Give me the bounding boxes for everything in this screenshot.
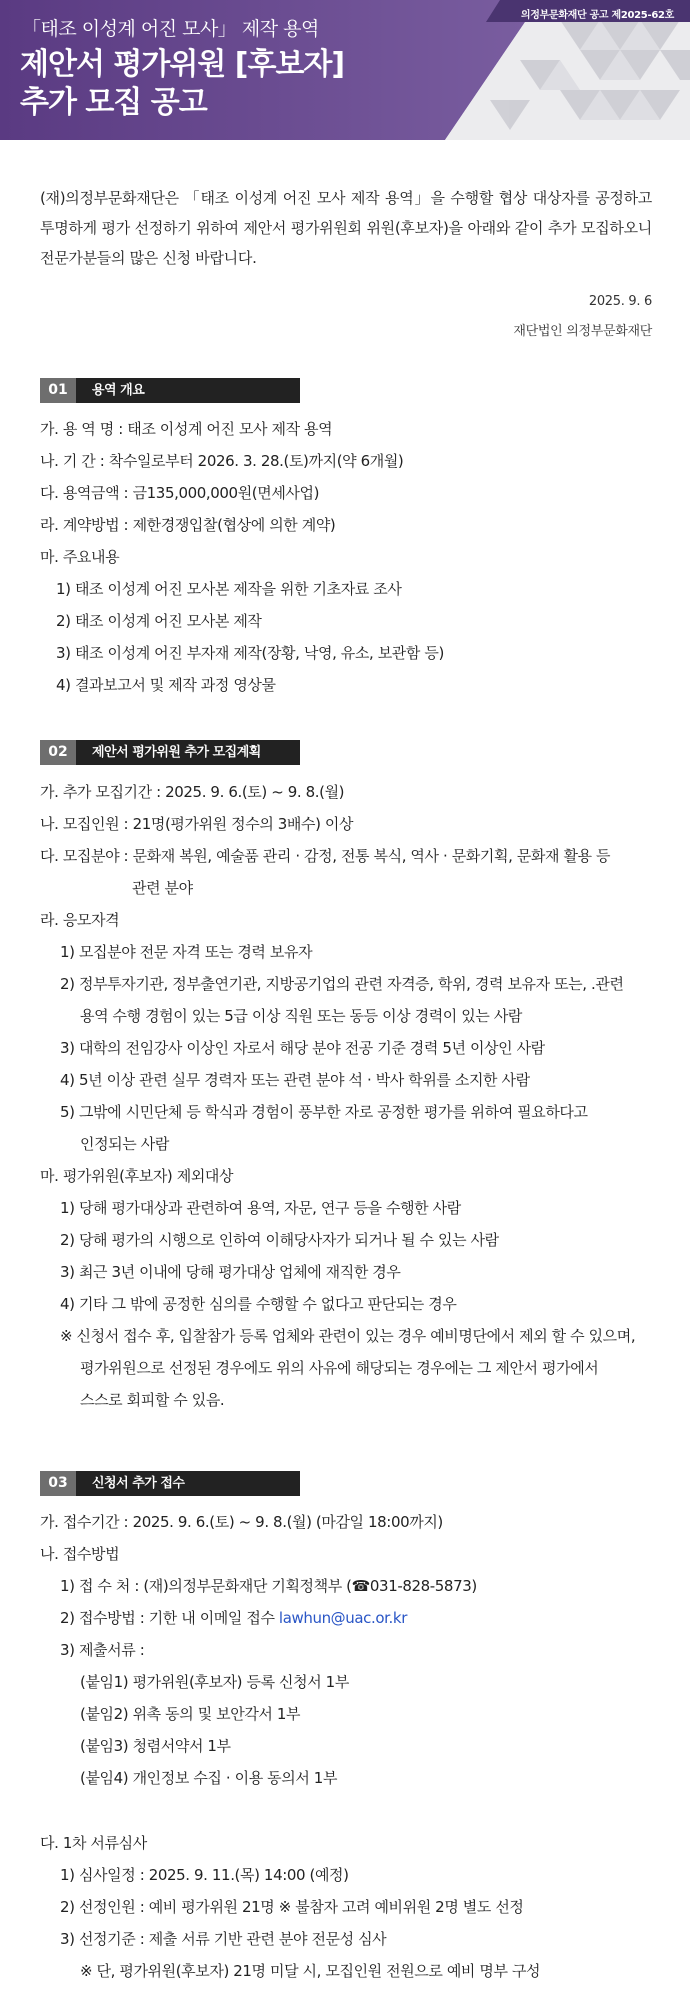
exclusion-item: 4) 기타 그 밖에 공정한 심의를 수행할 수 없다고 판단되는 경우 [60,1295,457,1313]
plan-line: 나. 모집인원 : 21명(평가위원 정수의 3배수) 이상 [40,815,354,833]
qualification-item-continued: 용역 수행 경험이 있는 5급 이상 직원 또는 동등 이상 경력이 있는 사람 [80,1007,522,1025]
screening-item: 3) 선정기준 : 제출 서류 기반 관련 분야 전문성 심사 [60,1930,387,1948]
overview-line: 가. 용 역 명 : 태조 이성계 어진 모사 제작 용역 [40,420,333,438]
document-item: (붙임1) 평가위원(후보자) 등록 신청서 1부 [80,1673,349,1691]
exclusion-item: 2) 당해 평가의 시행으로 인하여 이해당사자가 되거나 될 수 있는 사람 [60,1231,499,1249]
section-number: 02 [40,740,76,765]
exclusion-note-continued: 평가위원으로 선정된 경우에도 위의 사유에 해당되는 경우에는 그 제안서 평가에서 [80,1359,599,1377]
plan-line: 마. 평가위원(후보자) 제외대상 [40,1167,234,1185]
section-02-header [40,740,300,765]
section-number: 03 [40,1471,76,1496]
email-link[interactable]: lawhun@uac.or.kr [278,1609,407,1627]
exclusion-item: 3) 최근 3년 이내에 당해 평가대상 업체에 재직한 경우 [60,1263,401,1281]
overview-line: 다. 용역금액 : 금135,000,000원(면세사업) [40,484,320,502]
document-item: (붙임2) 위촉 동의 및 보안각서 1부 [80,1705,301,1723]
screening-note: ※ 단, 평가위원(후보자) 21명 미달 시, 모집인원 전원으로 예비 명부 구성 [80,1962,541,1980]
overview-subitem: 1) 태조 이성계 어진 모사본 제작을 위한 기초자료 조사 [56,580,402,598]
document-item: (붙임4) 개인정보 수집 · 이용 동의서 1부 [80,1769,338,1787]
header-banner [0,0,690,140]
qualification-item: 4) 5년 이상 관련 실무 경력자 또는 관련 분야 석 · 박사 학위를 소지한 사람 [60,1071,530,1089]
intro-paragraph: (재)의정부문화재단은 「태조 이성계 어진 모사 제작 용역」을 수행할 협상 대상자를 공정하고 투명하게 평가 선정하기 위하여 제안서 평가위원회 위원(후보자)을 아래와 같이 추가 모집하오니 전문가분들의 많은 신청 바랍니다. [40,189,652,267]
date-block [513,287,652,347]
overview-line: 마. 주요내용 [40,548,120,566]
overview-subitem: 2) 태조 이성계 어진 모사본 제작 [56,612,262,630]
issuing-organization: 재단법인 의정부문화재단 [513,324,652,339]
application-line: 가. 접수기간 : 2025. 9. 6.(토) ~ 9. 8.(월) (마감일 18:00까지) [40,1513,443,1531]
section-01-header [40,378,300,403]
notice-date: 2025. 9. 6 [588,294,652,309]
plan-line-continued: 관련 분야 [132,879,193,897]
exclusion-note-continued: 스스로 회피할 수 있음. [80,1391,225,1409]
overview-subitem: 4) 결과보고서 및 제작 과정 영상물 [56,676,276,694]
section-title: 제안서 평가위원 추가 모집계획 [92,745,261,760]
application-subitem [60,1608,407,1628]
overview-line: 나. 기 간 : 착수일로부터 2026. 3. 28.(토)까지(약 6개월) [40,452,404,470]
overview-subitem: 3) 태조 이성계 어진 부자재 제작(장황, 낙영, 유소, 보관함 등) [56,644,444,662]
page-title [20,46,344,122]
exclusion-note: ※ 신청서 접수 후, 입찰참가 등록 업체와 관련이 있는 경우 예비명단에서 제외 할 수 있으며, [60,1327,636,1345]
plan-line: 다. 모집분야 : 문화재 복원, 예술품 관리 · 감정, 전통 복식, 역사 · 문화기획, 문화재 활용 등 [40,847,611,865]
plan-line: 라. 응모자격 [40,911,120,929]
exclusion-item: 1) 당해 평가대상과 관련하여 용역, 자문, 연구 등을 수행한 사람 [60,1199,461,1217]
plan-line: 가. 추가 모집기간 : 2025. 9. 6.(토) ~ 9. 8.(월) [40,783,345,801]
section-number: 01 [40,378,76,403]
application-subitem: 1) 접 수 처 : (재)의정부문화재단 기획정책부 (☎031-828-5873) [60,1577,477,1595]
application-subitem: 3) 제출서류 : [60,1641,145,1659]
document-item: (붙임3) 청렴서약서 1부 [80,1737,231,1755]
project-kicker: 「태조 이성계 어진 모사」 제작 용역 [22,18,319,40]
application-line: 나. 접수방법 [40,1545,120,1563]
qualification-item: 1) 모집분야 전문 자격 또는 경력 보유자 [60,943,313,961]
section-03-header [40,1471,300,1496]
overview-line: 라. 계약방법 : 제한경쟁입찰(협상에 의한 계약) [40,516,336,534]
screening-item: 2) 선정인원 : 예비 평가위원 21명 ※ 불참자 고려 예비위원 2명 별도 선정 [60,1898,524,1916]
qualification-item: 2) 정부투자기관, 정부출연기관, 지방공기업의 관련 자격증, 학위, 경력 보유자 또는, .관련 [60,975,624,993]
qualification-item-continued: 인정되는 사람 [80,1135,169,1153]
submission-method-text: 2) 접수방법 : 기한 내 이메일 접수 [60,1609,279,1627]
application-line: 다. 1차 서류심사 [40,1834,147,1852]
title-line-2: 추가 모집 공고 [20,85,207,120]
section-title: 신청서 추가 접수 [92,1476,185,1491]
title-line-1: 제안서 평가위원 [후보자] [20,47,345,82]
notice-number: 의정부문화재단 공고 제2025-62호 [520,10,674,21]
qualification-item: 5) 그밖에 시민단체 등 학식과 경험이 풍부한 자로 공정한 평가를 위하여 필요하다고 [60,1103,588,1121]
screening-item: 1) 심사일정 : 2025. 9. 11.(목) 14:00 (예정) [60,1866,349,1884]
section-title: 용역 개요 [92,383,145,398]
qualification-item: 3) 대학의 전임강사 이상인 자로서 해당 분야 전공 기준 경력 5년 이상인 사람 [60,1039,545,1057]
